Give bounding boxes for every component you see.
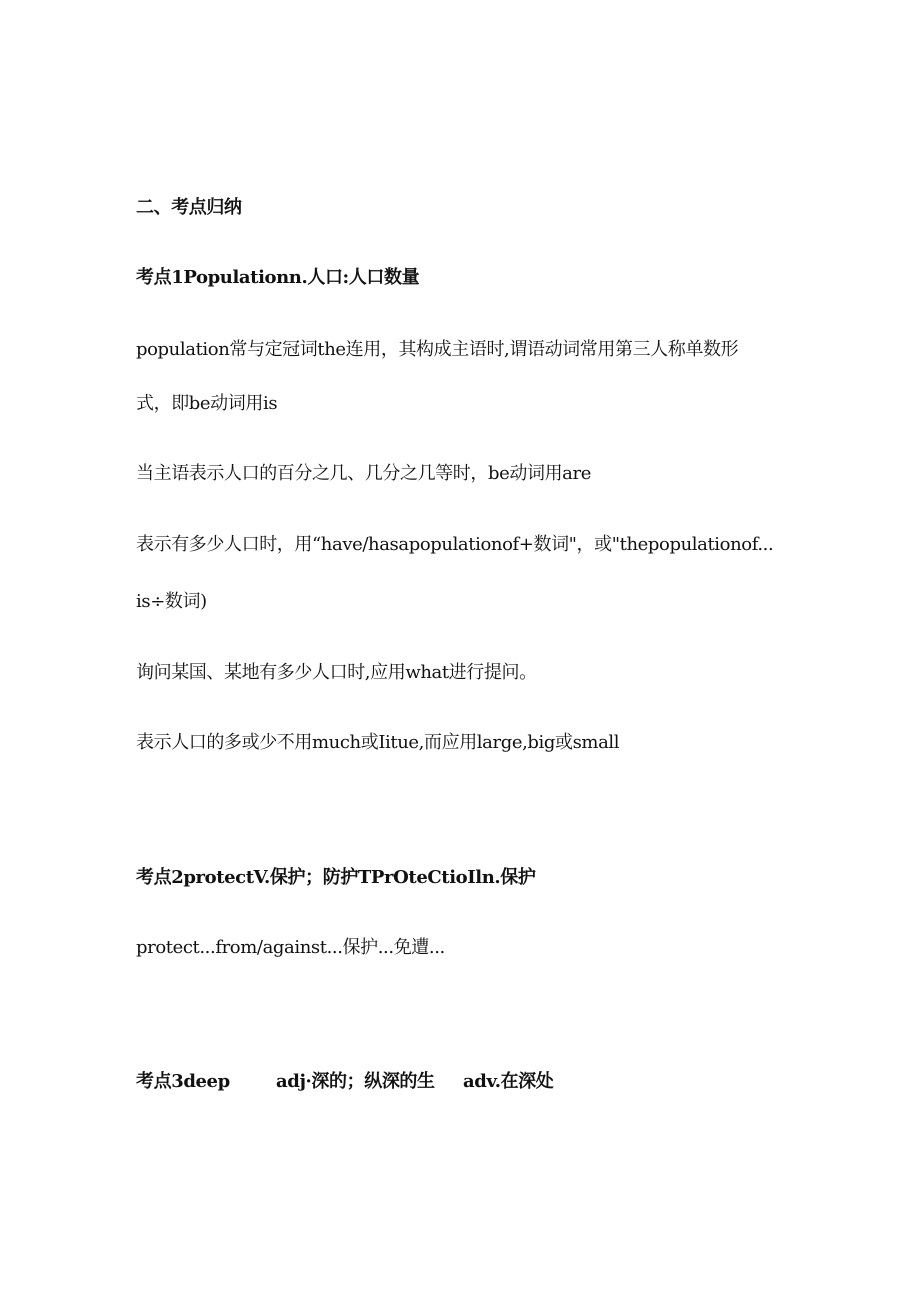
point1-line-4: 表示有多少人口时，用“have/hasapopulationof+数词"，或"thepopulationof... <box>136 534 774 555</box>
point2-heading: 考点2protectV.保护；防护TPrOteCtioIln.保护 <box>136 867 536 888</box>
point2-line-1: protect...from/against...保护...免遭... <box>136 937 445 958</box>
point1-line-2: 式，即be动词用is <box>136 393 278 414</box>
point1-line-3: 当主语表示人口的百分之几、几分之几等时，be动词用are <box>136 463 591 484</box>
section-heading: 二、考点归纳 <box>136 197 242 218</box>
point1-line-5: is÷数词) <box>136 591 207 612</box>
point3-adj: adj·深的；纵深的生 <box>276 1071 435 1092</box>
point3-adv: adv.在深处 <box>463 1071 554 1092</box>
point1-line-7: 表示人口的多或少不用much或Iitue,而应用large,big或small <box>136 732 620 753</box>
point1-line-6: 询问某国、某地有多少人口时,应用what进行提问。 <box>136 662 537 683</box>
point3-label: 考点3deep <box>136 1071 230 1092</box>
point3-heading <box>136 1070 553 1094</box>
point1-line-1: population常与定冠词the连用，其构成主语时,谓语动词常用第三人称单数形 <box>136 339 739 360</box>
point1-heading: 考点1Populationn.人口:人口数量 <box>136 267 420 288</box>
